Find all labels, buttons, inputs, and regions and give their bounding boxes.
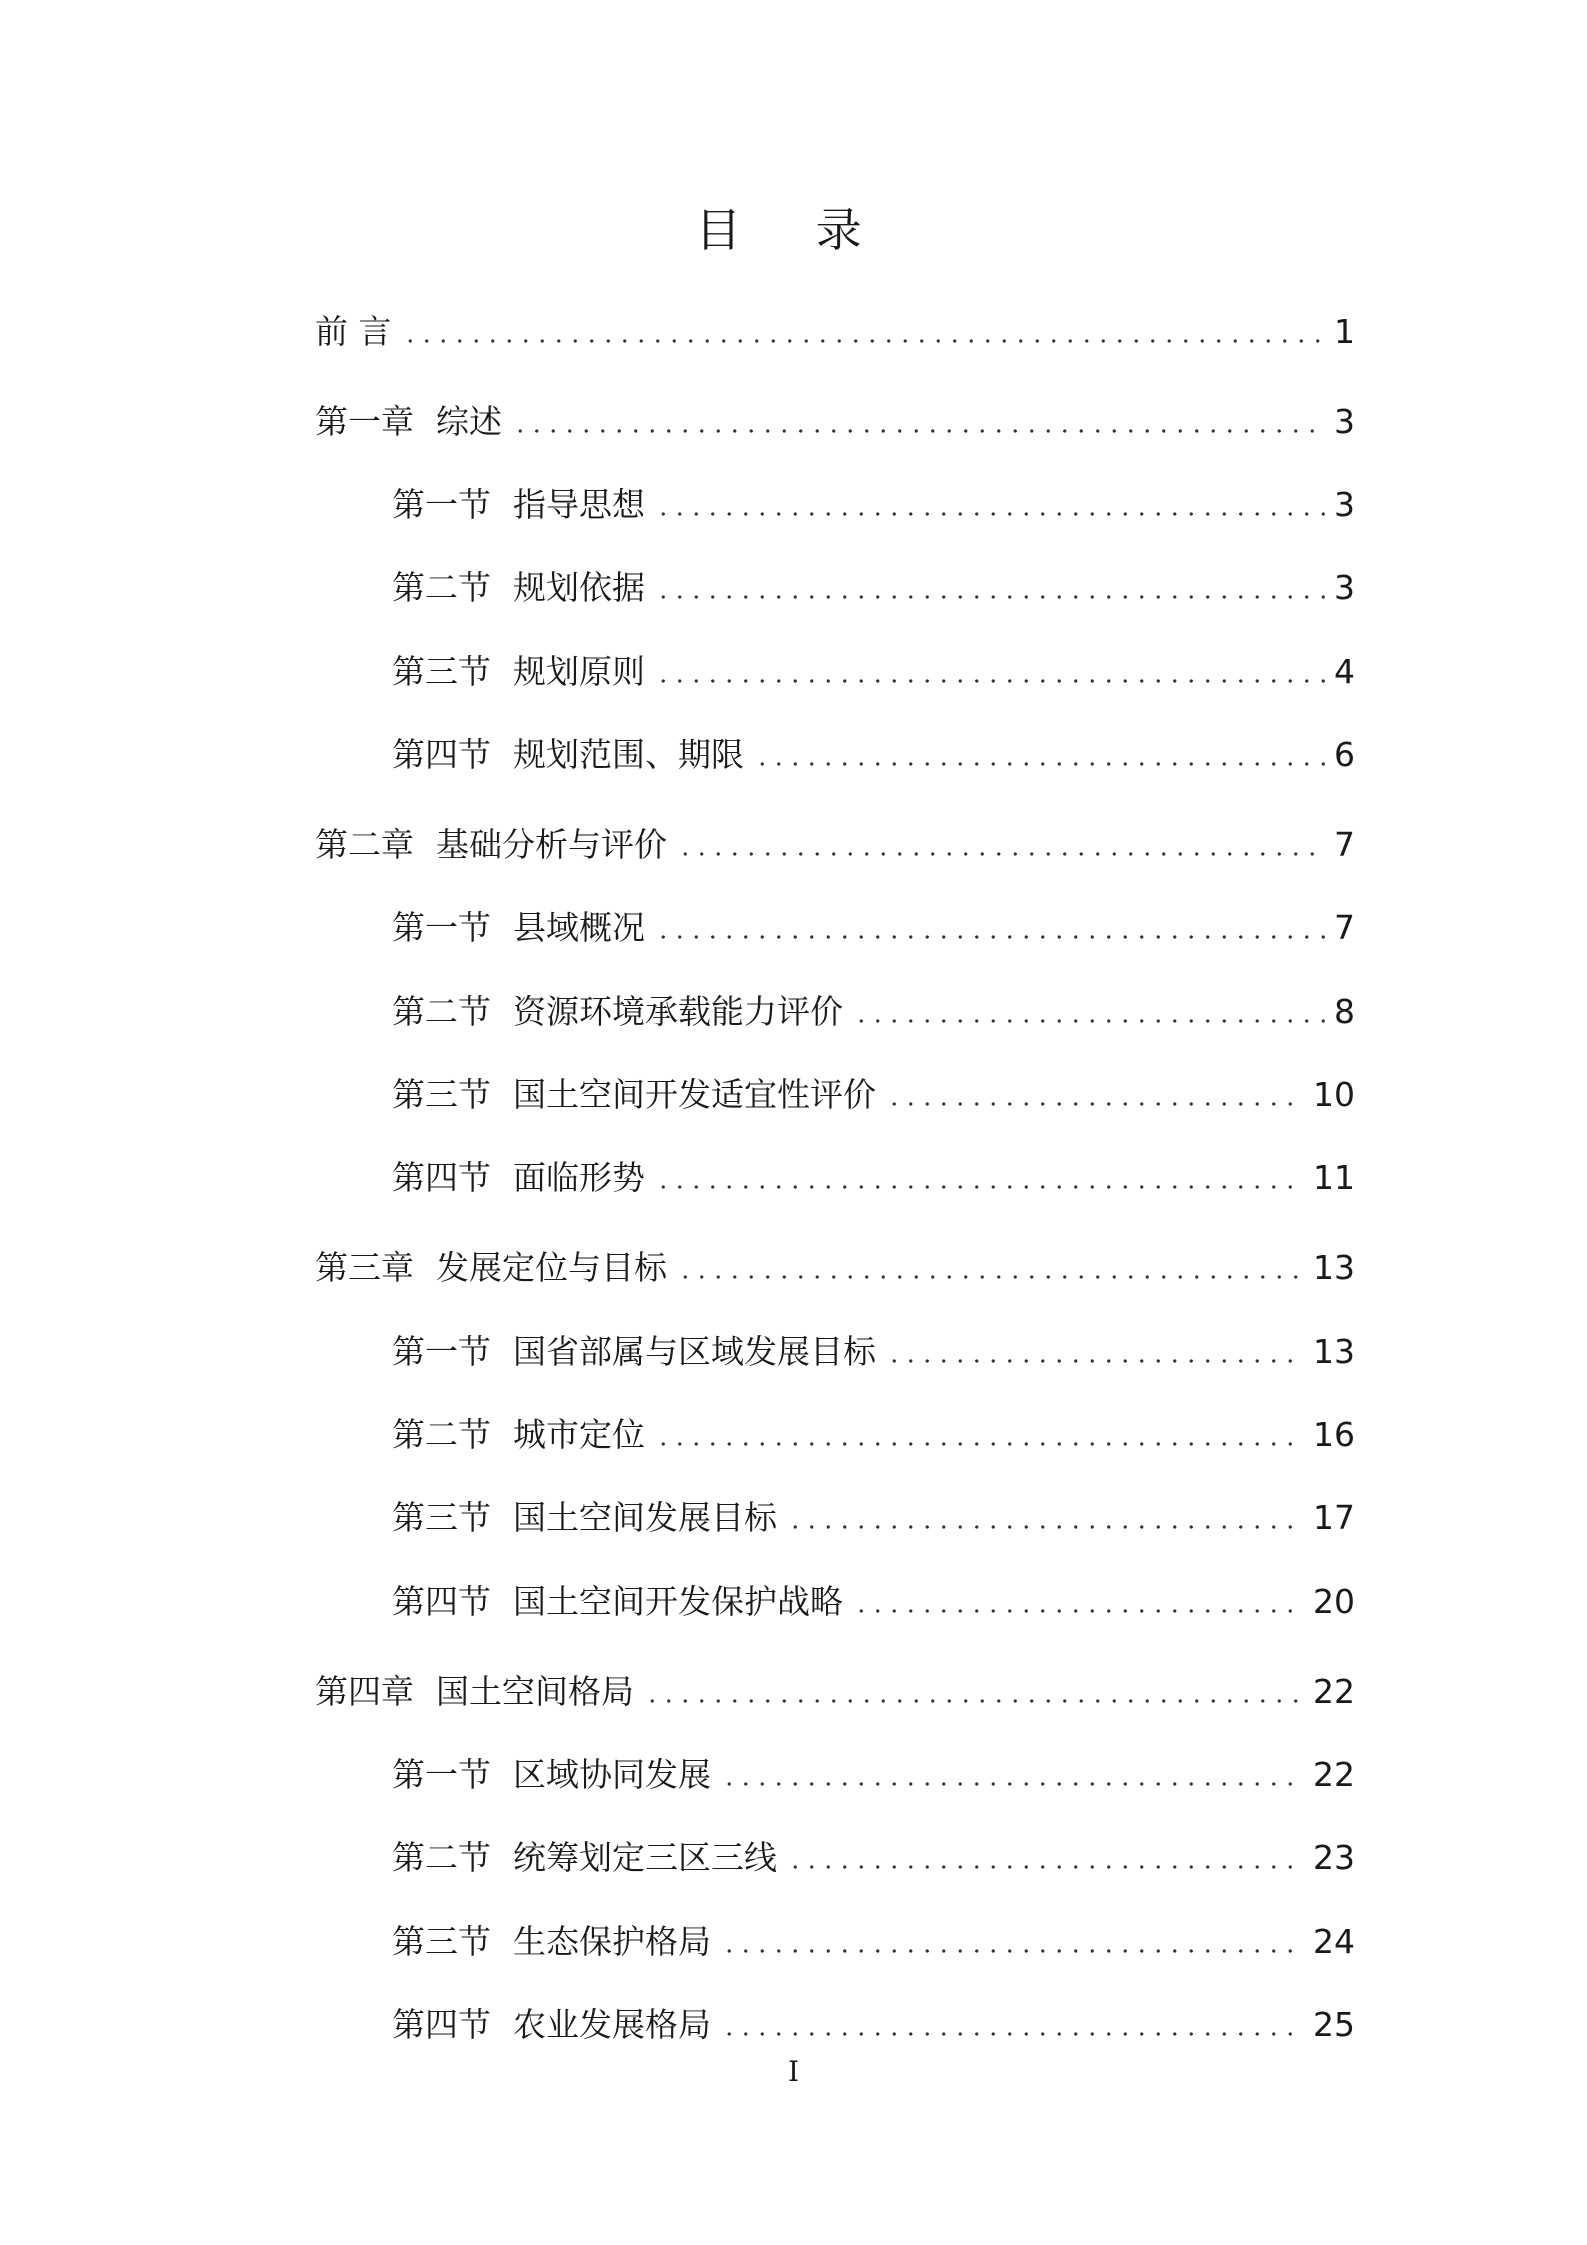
toc-entry-label: [392, 1922, 711, 1962]
toc-entry-title: 生态保护格局: [513, 1922, 711, 1961]
dot-leader: [853, 1018, 1326, 1024]
toc-entry-page: 22: [1313, 1755, 1355, 1794]
toc-entry-page: 3: [1334, 568, 1355, 607]
toc-entry-title: 国土空间发展目标: [513, 1498, 777, 1537]
toc-section-entry[interactable]: [392, 1405, 1355, 1455]
toc-section-entry[interactable]: [392, 1912, 1355, 1962]
toc-entry-label: [392, 735, 744, 775]
toc-entry-title: 国土空间开发保护战略: [513, 1582, 843, 1621]
toc-entry-label: [392, 1498, 777, 1538]
dot-leader: [721, 2031, 1305, 2037]
toc-entry-label: [315, 1672, 634, 1712]
toc-entry-page: 25: [1313, 2005, 1355, 2044]
toc-entry-number: 第四节: [392, 1158, 491, 1197]
toc-entry-number: 第二节: [392, 1415, 491, 1454]
toc-entry-number: 第一节: [392, 908, 491, 947]
toc-entry-title: 综述: [436, 402, 502, 441]
toc-entry-title: 区域协同发展: [513, 1755, 711, 1794]
toc-section-entry[interactable]: [392, 475, 1355, 525]
toc-entry-page: 13: [1313, 1332, 1355, 1371]
toc-entry-page: 7: [1334, 908, 1355, 947]
page-title: 目 录: [695, 203, 892, 257]
dot-leader: [655, 934, 1326, 940]
dot-leader: [655, 1184, 1305, 1190]
toc-entry-title: 规划范围、期限: [513, 735, 744, 774]
toc-entry-title: 国省部属与区域发展目标: [513, 1332, 876, 1371]
toc-chapter-entry[interactable]: [315, 392, 1355, 442]
toc-entry-page: 11: [1313, 1158, 1355, 1197]
toc-entry-label: [392, 1158, 645, 1198]
dot-leader: [512, 428, 1326, 434]
toc-entry-page: 22: [1313, 1672, 1355, 1711]
toc-entry-title: 国土空间格局: [436, 1672, 634, 1711]
toc-entry-label: [392, 568, 645, 608]
dot-leader: [655, 511, 1326, 517]
toc-entry-label: [392, 1075, 876, 1115]
toc-entry-label: [392, 485, 645, 525]
toc-entry-number: 第二章: [315, 825, 414, 864]
toc-section-entry[interactable]: [392, 1828, 1355, 1878]
toc-entry-label: [392, 652, 645, 692]
toc-entry-page: 24: [1313, 1922, 1355, 1961]
toc-section-entry[interactable]: [392, 558, 1355, 608]
toc-entry-label: [315, 312, 392, 352]
toc-section-entry[interactable]: [392, 1488, 1355, 1538]
toc-entry-number: 第一节: [392, 1755, 491, 1794]
toc-entry-title: 县域概况: [513, 908, 645, 947]
toc-entry-number: 第三章: [315, 1248, 414, 1287]
toc-section-entry[interactable]: [392, 1322, 1355, 1372]
toc-entry-number: 第三节: [392, 1498, 491, 1537]
toc-entry-page: 6: [1334, 735, 1355, 774]
dot-leader: [853, 1608, 1305, 1614]
dot-leader: [886, 1101, 1305, 1107]
toc-entry-number: 第三节: [392, 1075, 491, 1114]
toc-section-entry[interactable]: [392, 642, 1355, 692]
toc-entry-number: 第二节: [392, 568, 491, 607]
toc-entry-title: 统筹划定三区三线: [513, 1838, 777, 1877]
toc-entry-title: 农业发展格局: [513, 2005, 711, 2044]
dot-leader: [787, 1524, 1305, 1530]
toc-entry-page: 16: [1313, 1415, 1355, 1454]
toc-entry-number: 第二节: [392, 992, 491, 1031]
toc-entry-number: 第二节: [392, 1838, 491, 1877]
toc-entry-title: 资源环境承载能力评价: [513, 992, 843, 1031]
dot-leader: [677, 851, 1326, 857]
toc-entry-page: 4: [1334, 652, 1355, 691]
toc-entry-number: 第一节: [392, 485, 491, 524]
toc-entry-page: 13: [1313, 1248, 1355, 1287]
dot-leader: [655, 678, 1326, 684]
toc-entry-number: 第一章: [315, 402, 414, 441]
toc-entry-title: 规划依据: [513, 568, 645, 607]
toc-section-entry[interactable]: [392, 982, 1355, 1032]
toc-entry-page: 8: [1334, 992, 1355, 1031]
dot-leader: [754, 761, 1326, 767]
toc-entry-page: 17: [1313, 1498, 1355, 1537]
toc-entry-page: 7: [1334, 825, 1355, 864]
toc-entry-label: [392, 2005, 711, 2045]
toc-section-entry[interactable]: [392, 725, 1355, 775]
dot-leader: [644, 1698, 1305, 1704]
toc-entry-label: [315, 825, 667, 865]
toc-entry-number: 第一节: [392, 1332, 491, 1371]
dot-leader: [787, 1864, 1305, 1870]
toc-entry-title: 指导思想: [513, 485, 645, 524]
toc-entry-title: 发展定位与目标: [436, 1248, 667, 1287]
toc-entry-label: [392, 1838, 777, 1878]
toc-entry-page: 3: [1334, 402, 1355, 441]
toc-entry-number: 前 言: [315, 312, 392, 351]
toc-section-entry[interactable]: [392, 1745, 1355, 1795]
toc-entry-label: [392, 1332, 876, 1372]
toc-entry-number: 第四节: [392, 1582, 491, 1621]
dot-leader: [655, 594, 1326, 600]
toc-entry-number: 第三节: [392, 652, 491, 691]
toc-entry-label: [315, 402, 502, 442]
dot-leader: [886, 1358, 1305, 1364]
toc-entry-label: [392, 992, 843, 1032]
toc-entry-title: 基础分析与评价: [436, 825, 667, 864]
toc-chapter-entry[interactable]: [315, 302, 1355, 352]
toc-entry-number: 第四节: [392, 2005, 491, 2044]
toc-entry-title: 面临形势: [513, 1158, 645, 1197]
toc-entry-page: 10: [1313, 1075, 1355, 1114]
dot-leader: [721, 1948, 1305, 1954]
dot-leader: [655, 1441, 1305, 1447]
toc-chapter-entry[interactable]: [315, 815, 1355, 865]
toc-section-entry[interactable]: [392, 1065, 1355, 1115]
toc-entry-label: [392, 1755, 711, 1795]
toc-entry-page: 1: [1334, 312, 1355, 351]
dot-leader: [402, 338, 1327, 344]
toc-entry-label: [315, 1248, 667, 1288]
toc-entry-label: [392, 1415, 645, 1455]
toc-entry-page: 23: [1313, 1838, 1355, 1877]
page-number: I: [787, 2055, 800, 2088]
toc-entry-title: 国土空间开发适宜性评价: [513, 1075, 876, 1114]
toc-entry-label: [392, 1582, 843, 1622]
toc-entry-number: 第三节: [392, 1922, 491, 1961]
toc-chapter-entry[interactable]: [315, 1662, 1355, 1712]
dot-leader: [677, 1274, 1305, 1280]
toc-entry-number: 第四章: [315, 1672, 414, 1711]
toc-chapter-entry[interactable]: [315, 1238, 1355, 1288]
toc-section-entry[interactable]: [392, 1148, 1355, 1198]
toc-entry-page: 3: [1334, 485, 1355, 524]
toc-section-entry[interactable]: [392, 1995, 1355, 2045]
toc-entry-page: 20: [1313, 1582, 1355, 1621]
toc-entry-title: 规划原则: [513, 652, 645, 691]
toc-section-entry[interactable]: [392, 1572, 1355, 1622]
dot-leader: [721, 1781, 1305, 1787]
table-of-contents: [315, 0, 1355, 2245]
toc-entry-title: 城市定位: [513, 1415, 645, 1454]
toc-section-entry[interactable]: [392, 898, 1355, 948]
toc-entry-label: [392, 908, 645, 948]
toc-entry-number: 第四节: [392, 735, 491, 774]
